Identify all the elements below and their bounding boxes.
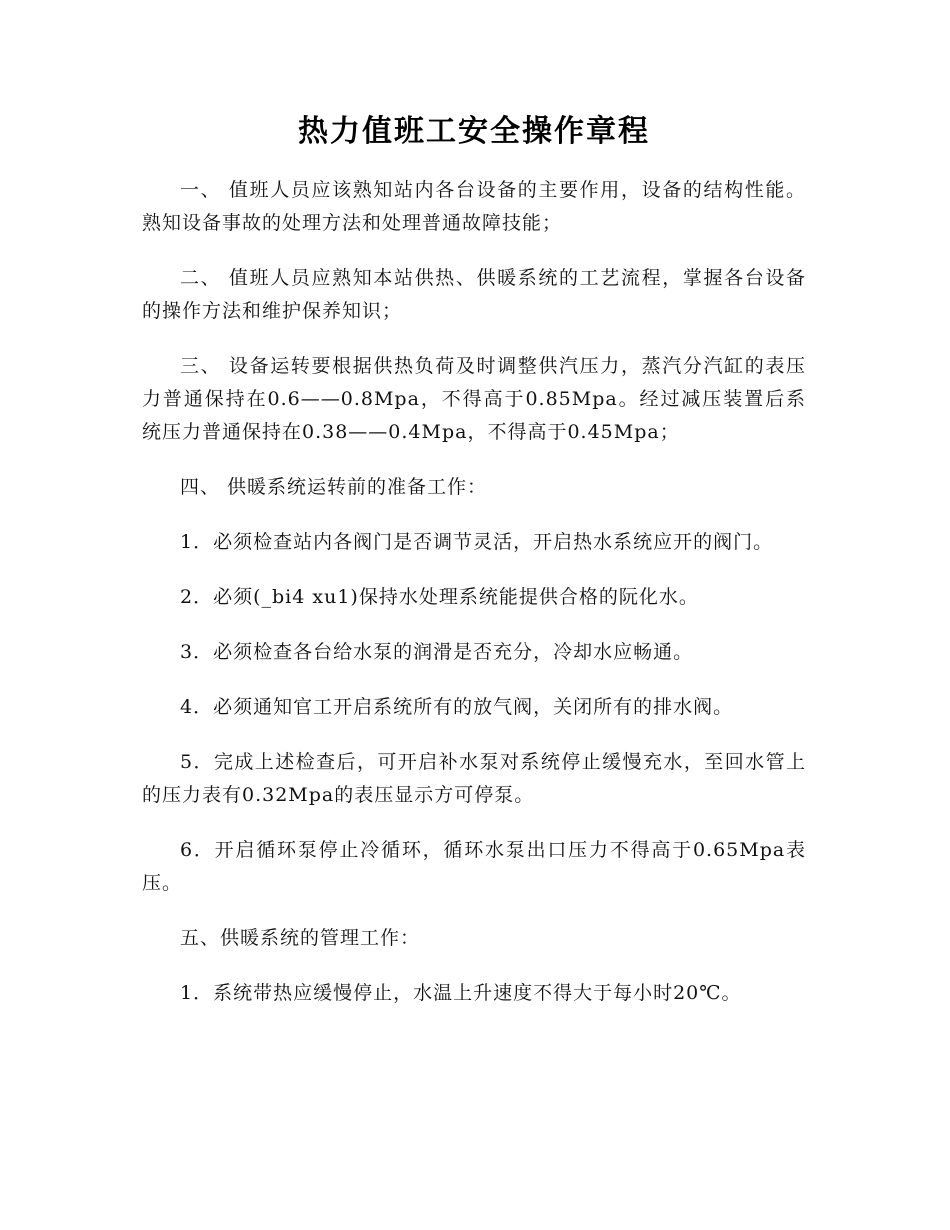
paragraph-section-3: 三、 设备运转要根据供热负荷及时调整供汽压力，蒸汽分汽缸的表压力普通保持在0.6——0.8Mpa，不得高于0.85Mpa。经过减压装置后系统压力普通保持在0.38——0.4Mpa，不得高于0.45Mpa；	[142, 355, 806, 443]
paragraph-item-4-2: 2．必须(_bi4 xu1)保持水处理系统能提供合格的阮化水。	[180, 586, 699, 608]
paragraph-item-4-6: 6．开启循环泵停止冷循环，循环水泵出口压力不得高于0.65Mpa表压。	[142, 839, 806, 894]
paragraph-item-4-4: 4．必须通知官工开启系统所有的放气阀，关闭所有的排水阀。	[180, 696, 734, 718]
document-title: 热力值班工安全操作章程	[298, 114, 650, 149]
paragraph-item-4-1: 1．必须检查站内各阀门是否调节灵活，开启热水系统应开的阀门。	[180, 531, 774, 553]
document-body	[142, 112, 806, 1032]
paragraph-item-4-5: 5．完成上述检查后，可开启补水泵对系统停止缓慢充水，至回水管上的压力表有0.32Mpa的表压显示方可停泵。	[142, 751, 806, 806]
paragraph-section-5-heading: 五、供暖系统的管理工作：	[180, 927, 421, 949]
paragraph-section-4-heading: 四、 供暖系统运转前的准备工作：	[180, 476, 488, 498]
paragraph-section-1: 一、 值班人员应该熟知站内各台设备的主要作用，设备的结构性能。熟知设备事故的处理方法和处理普通故障技能；	[142, 179, 806, 234]
paragraph-item-5-1: 1．系统带热应缓慢停止，水温上升速度不得大于每小时20℃。	[180, 982, 742, 1004]
paragraph-item-4-3: 3．必须检查各台给水泵的润滑是否充分，冷却水应畅通。	[180, 641, 694, 663]
paragraph-section-2: 二、 值班人员应熟知本站供热、供暖系统的工艺流程，掌握各台设备的操作方法和维护保养知识；	[142, 267, 806, 322]
